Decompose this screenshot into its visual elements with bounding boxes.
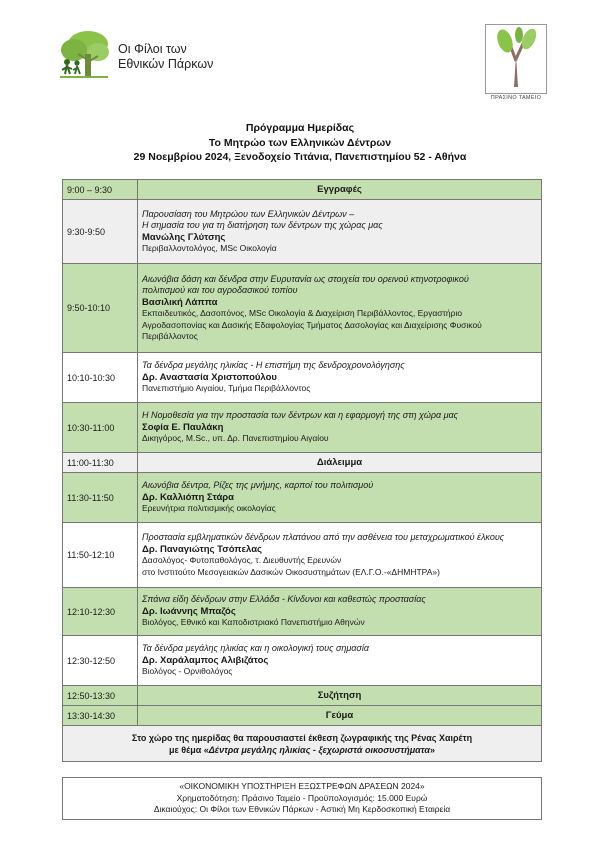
exhibition-line1: Στο χώρο της ημερίδας θα παρουσιαστεί έκθεση ζωγραφικής της Ρένας Χαιρέτη: [131, 732, 473, 743]
exhibition-prefix: με θέμα «: [169, 744, 209, 755]
program-row-talk: [63, 264, 542, 353]
row-content: [138, 588, 542, 636]
speaker-role: Δικηγόρος, M.Sc., υπ. Δρ. Πανεπιστημίου Αιγαίου: [142, 433, 329, 444]
row-time: 12:10-12:30: [63, 588, 138, 636]
speaker-name: Δρ. Αναστασία Χριστοπούλου: [142, 371, 277, 383]
funding-line1: «ΟΙΚΟΝΟΜΙΚΗ ΥΠΟΣΤΗΡΙΞΗ ΕΞΩΣΤΡΕΦΩΝ ΔΡΑΣΕΩΝ 2024»: [179, 781, 425, 791]
green-fund-caption: ΠΡΑΣΙΝΟ ΤΑΜΕΙΟ: [490, 95, 542, 101]
talk-title: Αιωνόβια δάση και δένδρα στην Ευρυτανία ως στοιχεία του ορεινού κτηνοτροφικού: [142, 273, 469, 284]
exhibition-suffix: »: [429, 744, 435, 755]
row-time: 11:30-11:50: [63, 473, 138, 523]
row-time: 10:10-10:30: [63, 353, 138, 403]
speaker-role: Πανεπιστήμιο Αιγαίου, Τμήμα Περιβάλλοντος: [142, 383, 311, 394]
organization-name: [118, 42, 213, 72]
row-time: 9:00 – 9:30: [63, 180, 138, 200]
talk-title: πολιτισμού και του αγροδασικού τοπίου: [142, 285, 298, 295]
speaker-role: Βιολόγος - Ορνιθολόγος: [142, 666, 233, 677]
program-row-break: [63, 453, 542, 473]
speaker-name: Δρ. Παναγιώτης Τσόπελας: [142, 543, 262, 555]
speaker-role: Περιβαλλοντολόγος, MSc Οικολογία: [142, 243, 277, 253]
speaker-name: Βασιλική Λάππα: [142, 296, 218, 308]
speaker-name: Σοφία Ε. Παυλάκη: [142, 421, 224, 433]
speaker-role: Δασολόγος- Φυτοπαθολόγος, τ. Διευθυντής Ερευνών: [142, 555, 342, 565]
program-row-talk: [63, 200, 542, 264]
row-time: 12:30-12:50: [63, 636, 138, 686]
funding-line3: Δικαιούχος: Οι Φίλοι των Εθνικών Πάρκων - Αστική Μη Κερδοσκοπική Εταιρεία: [153, 804, 451, 814]
speaker-role: Περιβάλλοντος: [142, 331, 198, 341]
row-time: 11:50-12:10: [63, 523, 138, 588]
org-name-line1: Οι Φίλοι των: [118, 42, 187, 56]
talk-title: Προστασία εμβληματικών δένδρων πλατάνου από την ασθένεια του μεταχρωματικού έλκους: [142, 532, 505, 542]
row-label: Γεύμα: [138, 706, 542, 726]
speaker-role: Εκπαιδευτικός, Δασοπόνος, MSc Οικολογία & Διαχείριση Περιβάλλοντος, Εργαστήριο: [142, 308, 463, 318]
row-label: Συζήτηση: [138, 686, 542, 706]
talk-title: Τα δένδρα μεγάλης ηλικίας και η οικολογική τους σημασία: [142, 643, 369, 654]
row-content: [138, 200, 542, 264]
program-row-talk: [63, 636, 542, 686]
title-line3: 29 Νοεμβρίου 2024, Ξενοδοχείο Τιτάνια, Πανεπιστημίου 52 - Αθήνα: [133, 151, 467, 163]
row-content: [138, 353, 542, 403]
talk-title: Η σημασία του για τη διατήρηση των δέντρων της χώρας μας: [142, 220, 383, 230]
row-time: 11:00-11:30: [63, 453, 138, 473]
program-row-lunch: [63, 706, 542, 726]
page-header: [0, 0, 600, 110]
speaker-role: Αγροδασοπονίας και Δασικής Εδαφολογίας Τμήματος Δασολογίας και Διαχείρισης Φυσικού: [142, 319, 482, 330]
exhibition-notice: [63, 726, 542, 762]
row-content: [138, 636, 542, 686]
org-name-line2: Εθνικών Πάρκων: [118, 57, 214, 71]
row-content: [138, 264, 542, 353]
talk-title: Τα δένδρα μεγάλης ηλικίας - Η επιστήμη της δενδροχρονολόγησης: [142, 360, 405, 371]
row-content: [138, 403, 542, 453]
green-fund-logo-icon: [485, 24, 547, 94]
program-row-talk: [63, 523, 542, 588]
speaker-role: Βιολόγος, Εθνικό και Καποδιστριακό Πανεπιστήμιο Αθηνών: [142, 617, 365, 628]
row-time: 13:30-14:30: [63, 706, 138, 726]
funding-line2: Χρηματοδότηση: Πράσινο Ταμείο - Προϋπολογισμός: 15.000 Ευρώ: [176, 792, 428, 803]
speaker-name: Μανώλης Γλύτσης: [142, 231, 226, 243]
national-parks-tree-logo-icon: [58, 30, 110, 80]
speaker-name: Δρ. Χαράλαμπος Αλιβιζάτος: [142, 654, 269, 666]
program-table: [62, 179, 542, 762]
exhibition-theme: Δέντρα μεγάλης ηλικίας - ξεχωριστά οικοσυστήματα: [208, 744, 430, 755]
program-row-talk: [63, 588, 542, 636]
row-content: [138, 473, 542, 523]
row-label: [138, 453, 542, 473]
program-row-registration: [63, 180, 542, 200]
row-content: [138, 523, 542, 588]
row-time: 9:50-10:10: [63, 264, 138, 353]
row-label-text: Διάλειμμα: [316, 456, 363, 468]
speaker-role: Ερευνήτρια πολιτισμικής οικολογίας: [142, 503, 276, 514]
title-line2: Το Μητρώο των Ελληνικών Δέντρων: [208, 136, 392, 149]
talk-title: Η Νομοθεσία για την προστασία των δέντρων και η εφαρμογή της στη χώρα μας: [142, 410, 459, 421]
row-label: Εγγραφές: [138, 180, 542, 200]
row-time: 9:30-9:50: [63, 200, 138, 264]
talk-title: Παρουσίαση του Μητρώου των Ελληνικών Δέντρων –: [142, 208, 355, 219]
program-row-discussion: [63, 686, 542, 706]
program-row-talk: [63, 403, 542, 453]
program-row-talk: [63, 353, 542, 403]
event-title: [0, 121, 600, 165]
exhibition-line2: [67, 744, 537, 756]
program-row-talk: [63, 473, 542, 523]
speaker-name: Δρ. Ιωάννης Μπαζός: [142, 605, 236, 617]
speaker-role: στο Ινστιτούτο Μεσογειακών Δασικών Οικοσυστημάτων (ΕΛ.Γ.Ο.-«ΔΗΜΗΤΡΑ»): [142, 566, 440, 577]
title-line1: Πρόγραμμα Ημερίδας: [245, 122, 355, 134]
row-time: 10:30-11:00: [63, 403, 138, 453]
exhibition-text: [63, 726, 542, 762]
funding-box: [62, 777, 542, 820]
talk-title: Αιωνόβια δέντρα, Ρίζες της μνήμης, καρποί του πολιτισμού: [142, 480, 374, 491]
speaker-name: Δρ. Καλλιόπη Στάρα: [142, 491, 234, 503]
row-time: 12:50-13:30: [63, 686, 138, 706]
talk-title: Σπάνια είδη δένδρων στην Ελλάδα - Κίνδυνοι και καθεστώς προστασίας: [142, 594, 426, 605]
